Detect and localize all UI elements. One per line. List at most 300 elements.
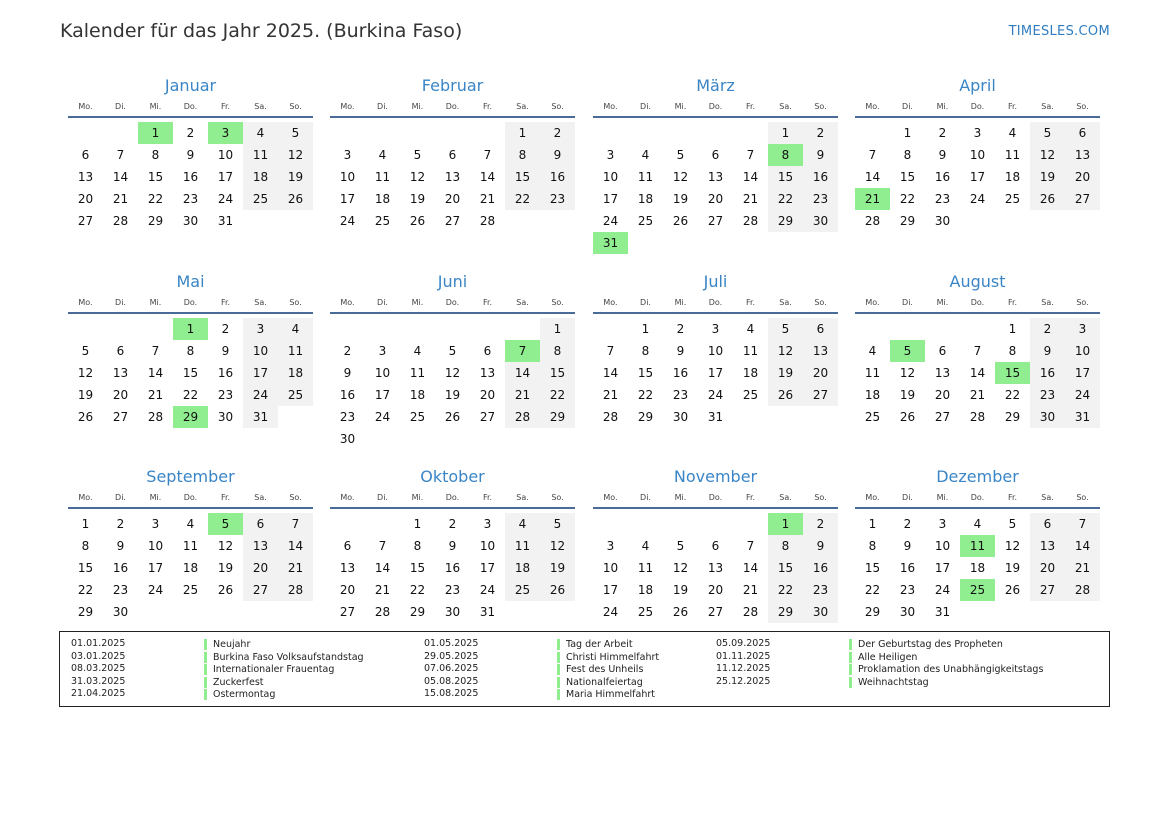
day-cell: 8 bbox=[868, 539, 877, 553]
day-cell: 4 bbox=[641, 148, 650, 162]
day-cell: 11 bbox=[409, 366, 426, 380]
weekday-label: Di. bbox=[377, 102, 388, 111]
weekday-label: Mi. bbox=[936, 298, 949, 307]
day-cell: 26 bbox=[278, 188, 313, 210]
day-cell: 16 bbox=[899, 561, 916, 575]
day-cell: 7 bbox=[483, 148, 492, 162]
day-cell: 3 bbox=[938, 517, 947, 531]
day-cell: 21 bbox=[147, 388, 164, 402]
day-cell: 4 bbox=[973, 517, 982, 531]
day-cell: 19 bbox=[1030, 166, 1065, 188]
holiday-day-cell: 3 bbox=[208, 122, 243, 144]
empty-cell bbox=[365, 513, 400, 535]
day-cell: 27 bbox=[339, 605, 356, 619]
day-cell: 24 bbox=[969, 192, 986, 206]
day-cell: 3 bbox=[343, 148, 352, 162]
day-cell: 14 bbox=[505, 362, 540, 384]
day-cell: 13 bbox=[243, 535, 278, 557]
day-grid bbox=[593, 318, 838, 428]
month-name: Oktober bbox=[420, 467, 485, 486]
empty-cell bbox=[103, 318, 138, 340]
day-cell: 12 bbox=[1030, 144, 1065, 166]
month-november bbox=[593, 463, 838, 623]
day-cell: 10 bbox=[243, 340, 278, 362]
weekday-label: Di. bbox=[377, 298, 388, 307]
day-cell: 25 bbox=[1004, 192, 1021, 206]
empty-cell bbox=[663, 122, 698, 144]
day-cell: 6 bbox=[243, 513, 278, 535]
day-cell: 21 bbox=[374, 583, 391, 597]
day-cell: 10 bbox=[339, 170, 356, 184]
day-cell: 9 bbox=[803, 535, 838, 557]
day-cell: 18 bbox=[637, 192, 654, 206]
day-cell: 17 bbox=[602, 192, 619, 206]
day-cell: 26 bbox=[444, 410, 461, 424]
weekday-label: Di. bbox=[902, 298, 913, 307]
site-link[interactable]: TIMESLES.COM bbox=[1008, 24, 1110, 39]
weekday-header bbox=[330, 100, 575, 118]
weekday-label: So. bbox=[551, 298, 564, 307]
day-cell: 5 bbox=[1030, 122, 1065, 144]
day-cell: 17 bbox=[374, 388, 391, 402]
day-cell: 1 bbox=[768, 122, 803, 144]
day-cell: 7 bbox=[746, 539, 755, 553]
weekday-label: Di. bbox=[902, 493, 913, 502]
day-cell: 30 bbox=[217, 410, 234, 424]
holiday-date: 03.01.2025 bbox=[71, 650, 126, 662]
day-cell: 12 bbox=[672, 561, 689, 575]
day-cell: 24 bbox=[934, 583, 951, 597]
holiday-day-cell: 7 bbox=[505, 340, 540, 362]
weekday-header bbox=[593, 296, 838, 314]
empty-cell bbox=[470, 318, 505, 340]
day-cell: 9 bbox=[903, 539, 912, 553]
weekday-label: Mo. bbox=[340, 102, 355, 111]
holiday-name: Neujahr bbox=[204, 639, 250, 650]
day-cell: 5 bbox=[676, 148, 685, 162]
weekday-header bbox=[593, 491, 838, 509]
weekday-label: So. bbox=[814, 298, 827, 307]
day-cell: 18 bbox=[864, 388, 881, 402]
weekday-label: Mo. bbox=[78, 102, 93, 111]
day-cell: 13 bbox=[112, 366, 129, 380]
day-cell: 6 bbox=[711, 539, 720, 553]
day-cell: 24 bbox=[602, 605, 619, 619]
day-cell: 6 bbox=[448, 148, 457, 162]
weekday-label: Di. bbox=[640, 298, 651, 307]
day-cell: 28 bbox=[374, 605, 391, 619]
day-cell: 5 bbox=[768, 318, 803, 340]
weekday-label: Fr. bbox=[220, 493, 231, 502]
holiday-day-cell: 29 bbox=[173, 406, 208, 428]
day-cell: 30 bbox=[112, 605, 129, 619]
day-cell: 13 bbox=[707, 170, 724, 184]
day-grid bbox=[330, 318, 575, 450]
holiday-date: 29.05.2025 bbox=[424, 650, 479, 662]
holiday-date: 05.09.2025 bbox=[716, 638, 771, 649]
day-cell: 15 bbox=[540, 362, 575, 384]
weekday-label: So. bbox=[551, 102, 564, 111]
day-cell: 18 bbox=[278, 362, 313, 384]
day-cell: 19 bbox=[540, 557, 575, 579]
holiday-name: Nationalfeiertag bbox=[557, 677, 643, 688]
day-cell: 1 bbox=[903, 126, 912, 140]
month-dezember bbox=[855, 463, 1100, 623]
day-cell: 22 bbox=[864, 583, 881, 597]
weekday-label: Do. bbox=[445, 298, 460, 307]
day-cell: 9 bbox=[221, 344, 230, 358]
day-cell: 25 bbox=[505, 579, 540, 601]
day-cell: 23 bbox=[217, 388, 234, 402]
day-cell: 17 bbox=[147, 561, 164, 575]
day-cell: 23 bbox=[803, 579, 838, 601]
day-cell: 29 bbox=[768, 210, 803, 232]
day-cell: 7 bbox=[116, 148, 125, 162]
day-cell: 17 bbox=[243, 362, 278, 384]
weekday-header bbox=[68, 491, 313, 509]
day-cell: 15 bbox=[637, 366, 654, 380]
empty-cell bbox=[733, 513, 768, 535]
weekday-label: Fr. bbox=[220, 102, 231, 111]
day-cell: 31 bbox=[243, 406, 278, 428]
day-cell: 1 bbox=[868, 517, 877, 531]
day-cell: 20 bbox=[803, 362, 838, 384]
day-cell: 3 bbox=[378, 344, 387, 358]
weekday-label: Fr. bbox=[745, 102, 756, 111]
holiday-day-cell: 5 bbox=[890, 340, 925, 362]
empty-cell bbox=[628, 513, 663, 535]
day-cell: 16 bbox=[803, 557, 838, 579]
day-cell: 19 bbox=[672, 583, 689, 597]
weekday-header bbox=[330, 491, 575, 509]
day-cell: 24 bbox=[602, 214, 619, 228]
day-cell: 5 bbox=[676, 539, 685, 553]
weekday-label: Sa. bbox=[1041, 493, 1054, 502]
day-cell: 13 bbox=[444, 170, 461, 184]
day-cell: 11 bbox=[637, 561, 654, 575]
day-cell: 8 bbox=[768, 535, 803, 557]
holiday-name: Tag der Arbeit bbox=[557, 639, 633, 650]
day-cell: 16 bbox=[540, 166, 575, 188]
day-cell: 11 bbox=[374, 170, 391, 184]
weekday-label: Di. bbox=[115, 298, 126, 307]
day-cell: 9 bbox=[116, 539, 125, 553]
day-cell: 18 bbox=[1004, 170, 1021, 184]
holiday-name: Weihnachtstag bbox=[849, 677, 929, 688]
day-cell: 30 bbox=[339, 432, 356, 446]
day-cell: 3 bbox=[606, 539, 615, 553]
day-cell: 14 bbox=[602, 366, 619, 380]
day-cell: 22 bbox=[409, 583, 426, 597]
day-cell: 5 bbox=[540, 513, 575, 535]
empty-cell bbox=[138, 318, 173, 340]
day-cell: 21 bbox=[479, 192, 496, 206]
day-cell: 3 bbox=[243, 318, 278, 340]
day-cell: 26 bbox=[672, 605, 689, 619]
day-cell: 22 bbox=[77, 583, 94, 597]
month-januar bbox=[68, 72, 313, 232]
day-cell: 4 bbox=[505, 513, 540, 535]
day-cell: 18 bbox=[505, 557, 540, 579]
month-august bbox=[855, 268, 1100, 428]
day-cell: 9 bbox=[676, 344, 685, 358]
day-cell: 11 bbox=[637, 170, 654, 184]
day-cell: 27 bbox=[112, 410, 129, 424]
day-cell: 18 bbox=[637, 583, 654, 597]
day-cell: 24 bbox=[479, 583, 496, 597]
day-cell: 20 bbox=[1065, 166, 1100, 188]
day-cell: 3 bbox=[973, 126, 982, 140]
day-cell: 13 bbox=[934, 366, 951, 380]
weekday-label: Mo. bbox=[603, 102, 618, 111]
day-cell: 27 bbox=[243, 579, 278, 601]
day-cell: 11 bbox=[742, 344, 759, 358]
weekday-label: Mi. bbox=[149, 298, 162, 307]
holiday-day-cell: 1 bbox=[173, 318, 208, 340]
day-cell: 15 bbox=[182, 366, 199, 380]
holiday-day-cell: 15 bbox=[995, 362, 1030, 384]
month-name: Februar bbox=[421, 76, 484, 95]
day-cell: 15 bbox=[147, 170, 164, 184]
holiday-date: 11.12.2025 bbox=[716, 663, 771, 674]
weekday-label: Mi. bbox=[411, 493, 424, 502]
day-cell: 23 bbox=[899, 583, 916, 597]
holiday-date: 07.06.2025 bbox=[424, 663, 479, 674]
day-cell: 12 bbox=[1004, 539, 1021, 553]
day-cell: 11 bbox=[864, 366, 881, 380]
month-name: Juli bbox=[703, 272, 728, 291]
day-cell: 18 bbox=[182, 561, 199, 575]
day-cell: 2 bbox=[938, 126, 947, 140]
weekday-label: Do. bbox=[708, 493, 723, 502]
day-cell: 31 bbox=[707, 410, 724, 424]
day-cell: 19 bbox=[409, 192, 426, 206]
day-cell: 17 bbox=[707, 366, 724, 380]
empty-cell bbox=[330, 513, 365, 535]
day-cell: 1 bbox=[81, 517, 90, 531]
weekday-label: Mo. bbox=[340, 493, 355, 502]
weekday-label: Fr. bbox=[745, 493, 756, 502]
day-cell: 1 bbox=[413, 517, 422, 531]
weekday-label: Sa. bbox=[516, 102, 529, 111]
empty-cell bbox=[505, 318, 540, 340]
weekday-label: Mo. bbox=[865, 493, 880, 502]
day-cell: 31 bbox=[1065, 406, 1100, 428]
day-cell: 1 bbox=[505, 122, 540, 144]
empty-cell bbox=[663, 513, 698, 535]
day-cell: 30 bbox=[672, 410, 689, 424]
day-cell: 12 bbox=[217, 539, 234, 553]
day-cell: 8 bbox=[1008, 344, 1017, 358]
day-cell: 14 bbox=[864, 170, 881, 184]
day-cell: 7 bbox=[746, 148, 755, 162]
month-september bbox=[68, 463, 313, 623]
empty-cell bbox=[593, 318, 628, 340]
weekday-header bbox=[855, 100, 1100, 118]
day-cell: 21 bbox=[602, 388, 619, 402]
day-cell: 25 bbox=[374, 214, 391, 228]
day-cell: 16 bbox=[339, 388, 356, 402]
day-cell: 24 bbox=[147, 583, 164, 597]
day-cell: 29 bbox=[864, 605, 881, 619]
weekday-label: Fr. bbox=[1007, 102, 1018, 111]
day-cell: 8 bbox=[186, 344, 195, 358]
day-cell: 10 bbox=[479, 539, 496, 553]
day-cell: 15 bbox=[768, 166, 803, 188]
holiday-date: 31.03.2025 bbox=[71, 675, 126, 687]
empty-cell bbox=[855, 122, 890, 144]
holiday-name: Internationaler Frauentag bbox=[204, 664, 334, 675]
day-cell: 22 bbox=[540, 384, 575, 406]
day-cell: 10 bbox=[707, 344, 724, 358]
day-cell: 25 bbox=[864, 410, 881, 424]
day-cell: 12 bbox=[444, 366, 461, 380]
empty-cell bbox=[470, 122, 505, 144]
day-cell: 30 bbox=[899, 605, 916, 619]
day-grid bbox=[68, 318, 313, 428]
weekday-label: Mi. bbox=[411, 298, 424, 307]
day-cell: 13 bbox=[479, 366, 496, 380]
day-cell: 29 bbox=[768, 601, 803, 623]
weekday-label: Di. bbox=[902, 102, 913, 111]
empty-cell bbox=[855, 318, 890, 340]
holiday-day-cell: 31 bbox=[593, 232, 628, 254]
day-cell: 25 bbox=[243, 188, 278, 210]
day-cell: 22 bbox=[147, 192, 164, 206]
weekday-label: So. bbox=[289, 102, 302, 111]
day-grid bbox=[593, 513, 838, 623]
page-title: Kalender für das Jahr 2025. (Burkina Faso) bbox=[60, 20, 463, 42]
weekday-label: Fr. bbox=[1007, 493, 1018, 502]
empty-cell bbox=[68, 318, 103, 340]
day-cell: 24 bbox=[339, 214, 356, 228]
day-cell: 30 bbox=[803, 210, 838, 232]
day-grid bbox=[330, 122, 575, 232]
weekday-label: Do. bbox=[708, 102, 723, 111]
day-cell: 8 bbox=[505, 144, 540, 166]
day-cell: 21 bbox=[742, 583, 759, 597]
day-cell: 12 bbox=[899, 366, 916, 380]
holiday-day-cell: 21 bbox=[855, 188, 890, 210]
month-name: November bbox=[673, 467, 758, 486]
day-cell: 2 bbox=[116, 517, 125, 531]
weekday-label: Do. bbox=[970, 298, 985, 307]
weekday-label: Fr. bbox=[220, 298, 231, 307]
day-cell: 4 bbox=[186, 517, 195, 531]
day-cell: 27 bbox=[444, 214, 461, 228]
empty-cell bbox=[435, 318, 470, 340]
day-cell: 12 bbox=[672, 170, 689, 184]
holiday-day-cell: 11 bbox=[960, 535, 995, 557]
day-cell: 21 bbox=[505, 384, 540, 406]
day-cell: 14 bbox=[742, 561, 759, 575]
day-cell: 30 bbox=[803, 601, 838, 623]
day-cell: 26 bbox=[1030, 188, 1065, 210]
day-cell: 23 bbox=[934, 192, 951, 206]
day-cell: 19 bbox=[1004, 561, 1021, 575]
day-cell: 26 bbox=[217, 583, 234, 597]
day-cell: 30 bbox=[444, 605, 461, 619]
day-cell: 9 bbox=[343, 366, 352, 380]
day-cell: 5 bbox=[413, 148, 422, 162]
day-cell: 19 bbox=[768, 362, 803, 384]
weekday-label: Mo. bbox=[603, 493, 618, 502]
holiday-name: Proklamation des Unabhängigkeitstags bbox=[849, 664, 1043, 675]
weekday-header bbox=[593, 100, 838, 118]
day-cell: 9 bbox=[540, 144, 575, 166]
day-cell: 19 bbox=[444, 388, 461, 402]
weekday-label: Mi. bbox=[936, 493, 949, 502]
day-cell: 11 bbox=[1004, 148, 1021, 162]
day-cell: 21 bbox=[742, 192, 759, 206]
empty-cell bbox=[365, 122, 400, 144]
day-cell: 15 bbox=[77, 561, 94, 575]
day-cell: 7 bbox=[278, 513, 313, 535]
day-cell: 23 bbox=[182, 192, 199, 206]
day-cell: 19 bbox=[672, 192, 689, 206]
day-grid bbox=[855, 122, 1100, 232]
weekday-label: Mi. bbox=[936, 102, 949, 111]
day-cell: 16 bbox=[182, 170, 199, 184]
empty-cell bbox=[628, 122, 663, 144]
day-cell: 10 bbox=[217, 148, 234, 162]
month-juli bbox=[593, 268, 838, 428]
weekday-label: Mi. bbox=[674, 102, 687, 111]
weekday-header bbox=[855, 296, 1100, 314]
day-cell: 29 bbox=[1004, 410, 1021, 424]
day-cell: 27 bbox=[707, 214, 724, 228]
day-cell: 28 bbox=[742, 214, 759, 228]
day-cell: 6 bbox=[711, 148, 720, 162]
day-grid bbox=[855, 513, 1100, 623]
day-cell: 28 bbox=[602, 410, 619, 424]
weekday-header bbox=[68, 100, 313, 118]
day-cell: 15 bbox=[864, 561, 881, 575]
month-februar bbox=[330, 72, 575, 232]
holiday-date: 01.11.2025 bbox=[716, 650, 771, 662]
day-cell: 11 bbox=[505, 535, 540, 557]
day-cell: 29 bbox=[540, 406, 575, 428]
day-cell: 4 bbox=[378, 148, 387, 162]
empty-cell bbox=[400, 122, 435, 144]
day-cell: 6 bbox=[116, 344, 125, 358]
weekday-label: Sa. bbox=[516, 298, 529, 307]
day-cell: 18 bbox=[374, 192, 391, 206]
empty-cell bbox=[435, 122, 470, 144]
day-cell: 31 bbox=[934, 605, 951, 619]
day-cell: 7 bbox=[868, 148, 877, 162]
holiday-date: 01.05.2025 bbox=[424, 638, 479, 649]
month-name: September bbox=[146, 467, 235, 486]
weekday-label: Do. bbox=[708, 298, 723, 307]
day-cell: 23 bbox=[540, 188, 575, 210]
day-cell: 2 bbox=[803, 122, 838, 144]
day-cell: 29 bbox=[147, 214, 164, 228]
day-cell: 6 bbox=[483, 344, 492, 358]
month-april bbox=[855, 72, 1100, 232]
day-cell: 13 bbox=[339, 561, 356, 575]
day-cell: 14 bbox=[742, 170, 759, 184]
day-cell: 24 bbox=[217, 192, 234, 206]
day-cell: 29 bbox=[899, 214, 916, 228]
day-grid bbox=[330, 513, 575, 623]
day-cell: 17 bbox=[1065, 362, 1100, 384]
day-cell: 16 bbox=[803, 166, 838, 188]
day-cell: 26 bbox=[409, 214, 426, 228]
day-cell: 7 bbox=[151, 344, 160, 358]
holiday-name: Christi Himmelfahrt bbox=[557, 652, 659, 663]
day-cell: 2 bbox=[803, 513, 838, 535]
